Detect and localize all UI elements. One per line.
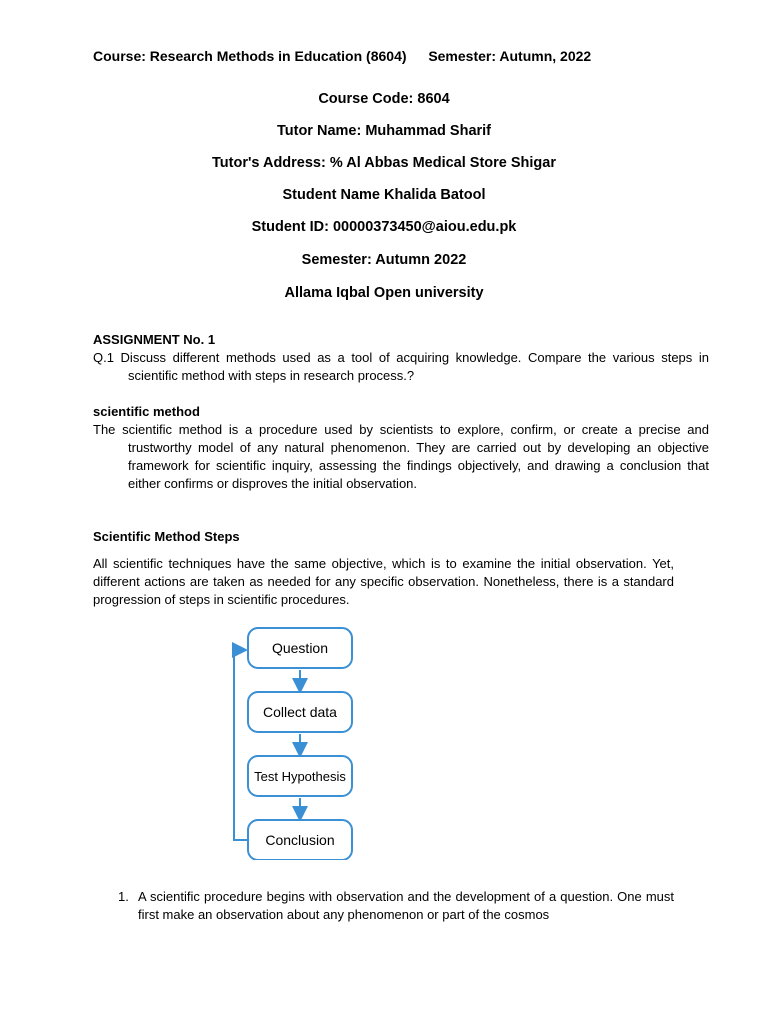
student-name: Student Name Khalida Batool <box>282 187 486 203</box>
question-text: Q.1 Discuss different methods used as a tool of acquiring knowledge. Compare the various steps in scientific method with steps in research process.? <box>93 350 709 383</box>
course-title: Course: Research Methods in Education (8604) <box>93 48 407 64</box>
list-item-text: A scientific procedure begins with observation and the development of a question. One must first make an observation about any phenomenon or part of the cosmos <box>138 889 674 922</box>
semester-header: Semester: Autumn, 2022 <box>428 48 592 64</box>
loop-back-arrow <box>234 650 248 840</box>
section-heading-steps: Scientific Method Steps <box>93 529 240 544</box>
steps-paragraph: All scientific techniques have the same objective, which is to examine the initial observation. Yet, different actions are taken as needed for any specific observation. Nonetheless, there is a standard progression of steps in scientific procedures. <box>93 556 674 607</box>
tutor-name: Tutor Name: Muhammad Sharif <box>276 123 492 139</box>
semester: Semester: Autumn 2022 <box>301 252 467 268</box>
course-code: Course Code: 8604 <box>318 91 450 107</box>
step-label-collect-data: Collect data <box>263 704 337 720</box>
step-label-test-hypothesis: Test Hypothesis <box>254 769 346 784</box>
university: Allama Iqbal Open university <box>284 285 484 301</box>
assignment-heading: ASSIGNMENT No. 1 <box>93 332 216 347</box>
section-heading-scientific-method: scientific method <box>93 404 200 419</box>
step-label-conclusion: Conclusion <box>265 832 335 848</box>
tutor-address: Tutor's Address: % Al Abbas Medical Store Shigar <box>212 155 556 171</box>
student-id: Student ID: 00000373450@aiou.edu.pk <box>251 219 517 235</box>
course-header <box>93 47 591 65</box>
step-label-question: Question <box>271 640 329 656</box>
list-item-number: 1. <box>118 889 129 904</box>
scientific-method-paragraph: The scientific method is a procedure used by scientists to explore, confirm, or create a precise and trustworthy model of any natural phenomenon. They are carried out by developing an objective framework for scientific inquiry, assessing the findings objectively, and drawing a conclusion that either confirms or disproves the initial observation. <box>93 422 709 491</box>
scientific-method-flowchart <box>224 620 364 860</box>
